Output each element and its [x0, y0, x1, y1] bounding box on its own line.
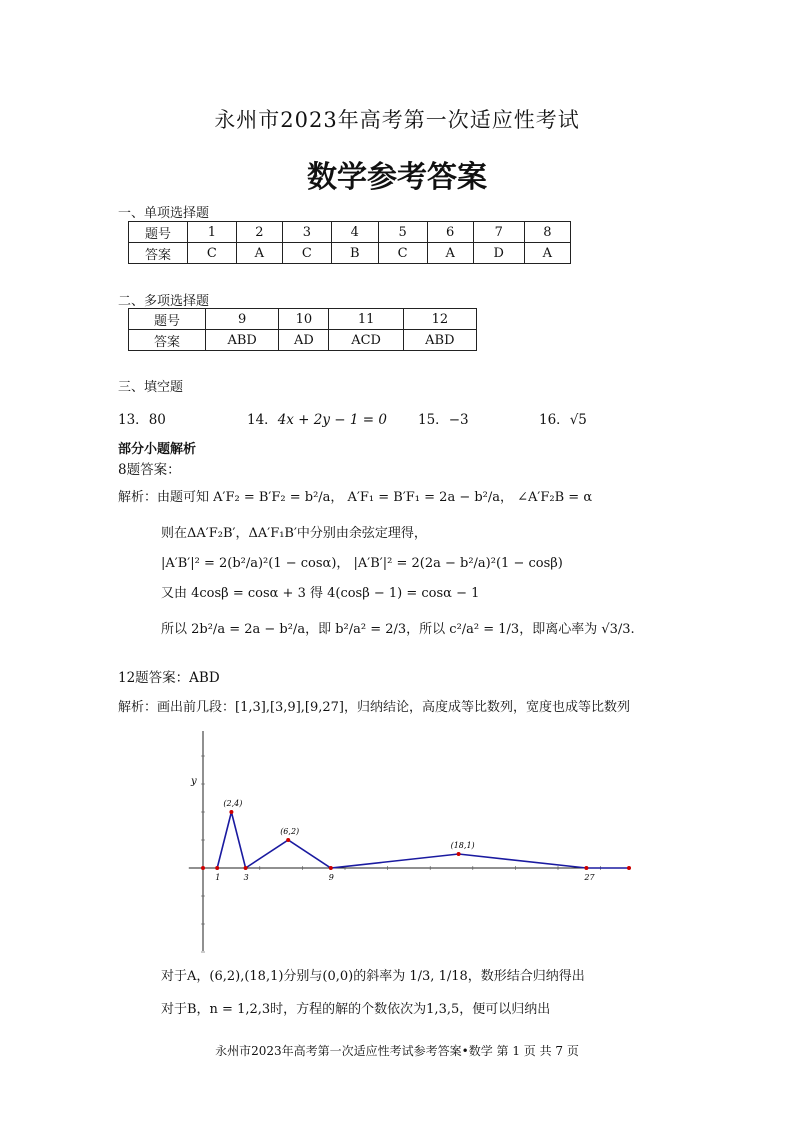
section1-heading: 一、单项选择题: [118, 206, 210, 221]
answer-cell: AD: [279, 330, 329, 351]
fill-number: 14．: [247, 412, 278, 428]
fill-value: √5: [569, 412, 587, 428]
row-label: 答案: [129, 243, 188, 264]
data-point: [244, 866, 248, 870]
question-cell: 8: [524, 222, 570, 243]
answer-cell: ACD: [329, 330, 403, 351]
answer-cell: A: [427, 243, 473, 264]
q12-option-a: 对于A，(6,2),(18,1)分别与(0,0)的斜率为 1/3, 1/18，数形结合归纳得出: [161, 969, 585, 984]
question-cell: 2: [236, 222, 282, 243]
answer-cell: ABD: [403, 330, 476, 351]
answer-cell: C: [188, 243, 237, 264]
data-point: [286, 838, 290, 842]
answer-cell: B: [331, 243, 378, 264]
answer-cell: A: [524, 243, 570, 264]
row-label: 题号: [129, 309, 206, 330]
analysis-heading: 部分小题解析: [118, 442, 197, 457]
point-annotation: (6,2): [280, 827, 300, 836]
question-row: [129, 222, 571, 243]
data-point: [329, 866, 333, 870]
answer-cell: ABD: [206, 330, 279, 351]
x-tick-label: 3: [243, 873, 249, 882]
x-tick-label: 27: [584, 873, 595, 882]
q8-line-2: 则在ΔA′F₂B′，ΔA′F₁B′中分别由余弦定理得，: [161, 526, 427, 541]
question-row: [129, 309, 477, 330]
data-point: [584, 866, 588, 870]
single-choice-table: [128, 221, 571, 264]
question-cell: 4: [331, 222, 378, 243]
q12-line: 解析：画出前几段：[1,3],[3,9],[9,27]，归纳结论，高度成等比数列，宽度也成等比数列: [118, 700, 630, 715]
q8-line-5: 所以 2b²/a = 2a − b²/a，即 b²/a² = 2/3，所以 c²/a² = 1/3，即离心率为 √3/3.: [161, 622, 635, 637]
answer-cell: C: [378, 243, 427, 264]
answer-row: [129, 243, 571, 264]
fill-value: 80: [148, 412, 166, 428]
origin-point: [201, 866, 205, 870]
x-tick-label: 1: [215, 873, 221, 882]
q8-line-1: 解析：由题可知 A′F₂ = B′F₂ = b²/a， A′F₁ = B′F₁ = 2a − b²/a， ∠A′F₂B = α: [118, 490, 593, 505]
q12-title: 12题答案：ABD: [118, 670, 220, 686]
question-cell: 11: [329, 309, 403, 330]
page-footer: 永州市2023年高考第一次适应性考试参考答案•数学 第 1 页 共 7 页: [215, 1044, 579, 1058]
question-cell: 6: [427, 222, 473, 243]
question-cell: 12: [403, 309, 476, 330]
fill-value: 4x + 2y − 1 = 0: [277, 412, 387, 428]
question-cell: 3: [283, 222, 332, 243]
q12-option-b: 对于B，n = 1,2,3时，方程的解的个数依次为1,3,5，便可以归纳出: [161, 1002, 551, 1017]
fill-answer-15: [418, 408, 469, 428]
fill-number: 15．: [418, 412, 449, 428]
exam-title: 永州市2023年高考第一次适应性考试: [214, 108, 580, 132]
point-annotation: (2,4): [223, 799, 243, 808]
answer-cell: A: [236, 243, 282, 264]
x-tick-label: 9: [328, 873, 334, 882]
q8-line-3: |A′B′|² = 2(b²/a)²(1 − cosα)， |A′B′|² = 2(2a − b²/a)²(1 − cosβ): [161, 556, 563, 571]
question-cell: 1: [188, 222, 237, 243]
section2-heading: 二、多项选择题: [118, 294, 210, 309]
question-cell: 9: [206, 309, 279, 330]
data-point: [457, 852, 461, 856]
fill-value: −3: [448, 412, 469, 428]
q8-title: 8题答案：: [118, 462, 181, 478]
fill-answer-13: [118, 408, 166, 428]
point-annotation: (18,1): [450, 841, 475, 850]
y-axis-label: y: [191, 776, 197, 787]
data-point: [229, 810, 233, 814]
section3-heading: 三、填空题: [118, 380, 184, 395]
fill-number: 16．: [539, 412, 570, 428]
fill-answer-14: [247, 408, 387, 428]
question-cell: 5: [378, 222, 427, 243]
multi-choice-table: [128, 308, 477, 351]
question-cell: 7: [473, 222, 524, 243]
piecewise-graph: [185, 725, 635, 955]
q8-line-4: 又由 4cosβ = cosα + 3 得 4(cosβ − 1) = cosα − 1: [161, 586, 480, 601]
row-label: 答案: [129, 330, 206, 351]
document-title: 数学参考答案: [307, 160, 487, 195]
answer-cell: D: [473, 243, 524, 264]
series-line: [217, 812, 629, 868]
fill-answer-16: [539, 408, 587, 428]
data-point: [215, 866, 219, 870]
row-label: 题号: [129, 222, 188, 243]
question-cell: 10: [279, 309, 329, 330]
answer-row: [129, 330, 477, 351]
data-point: [627, 866, 631, 870]
answer-cell: C: [283, 243, 332, 264]
fill-number: 13．: [118, 412, 149, 428]
